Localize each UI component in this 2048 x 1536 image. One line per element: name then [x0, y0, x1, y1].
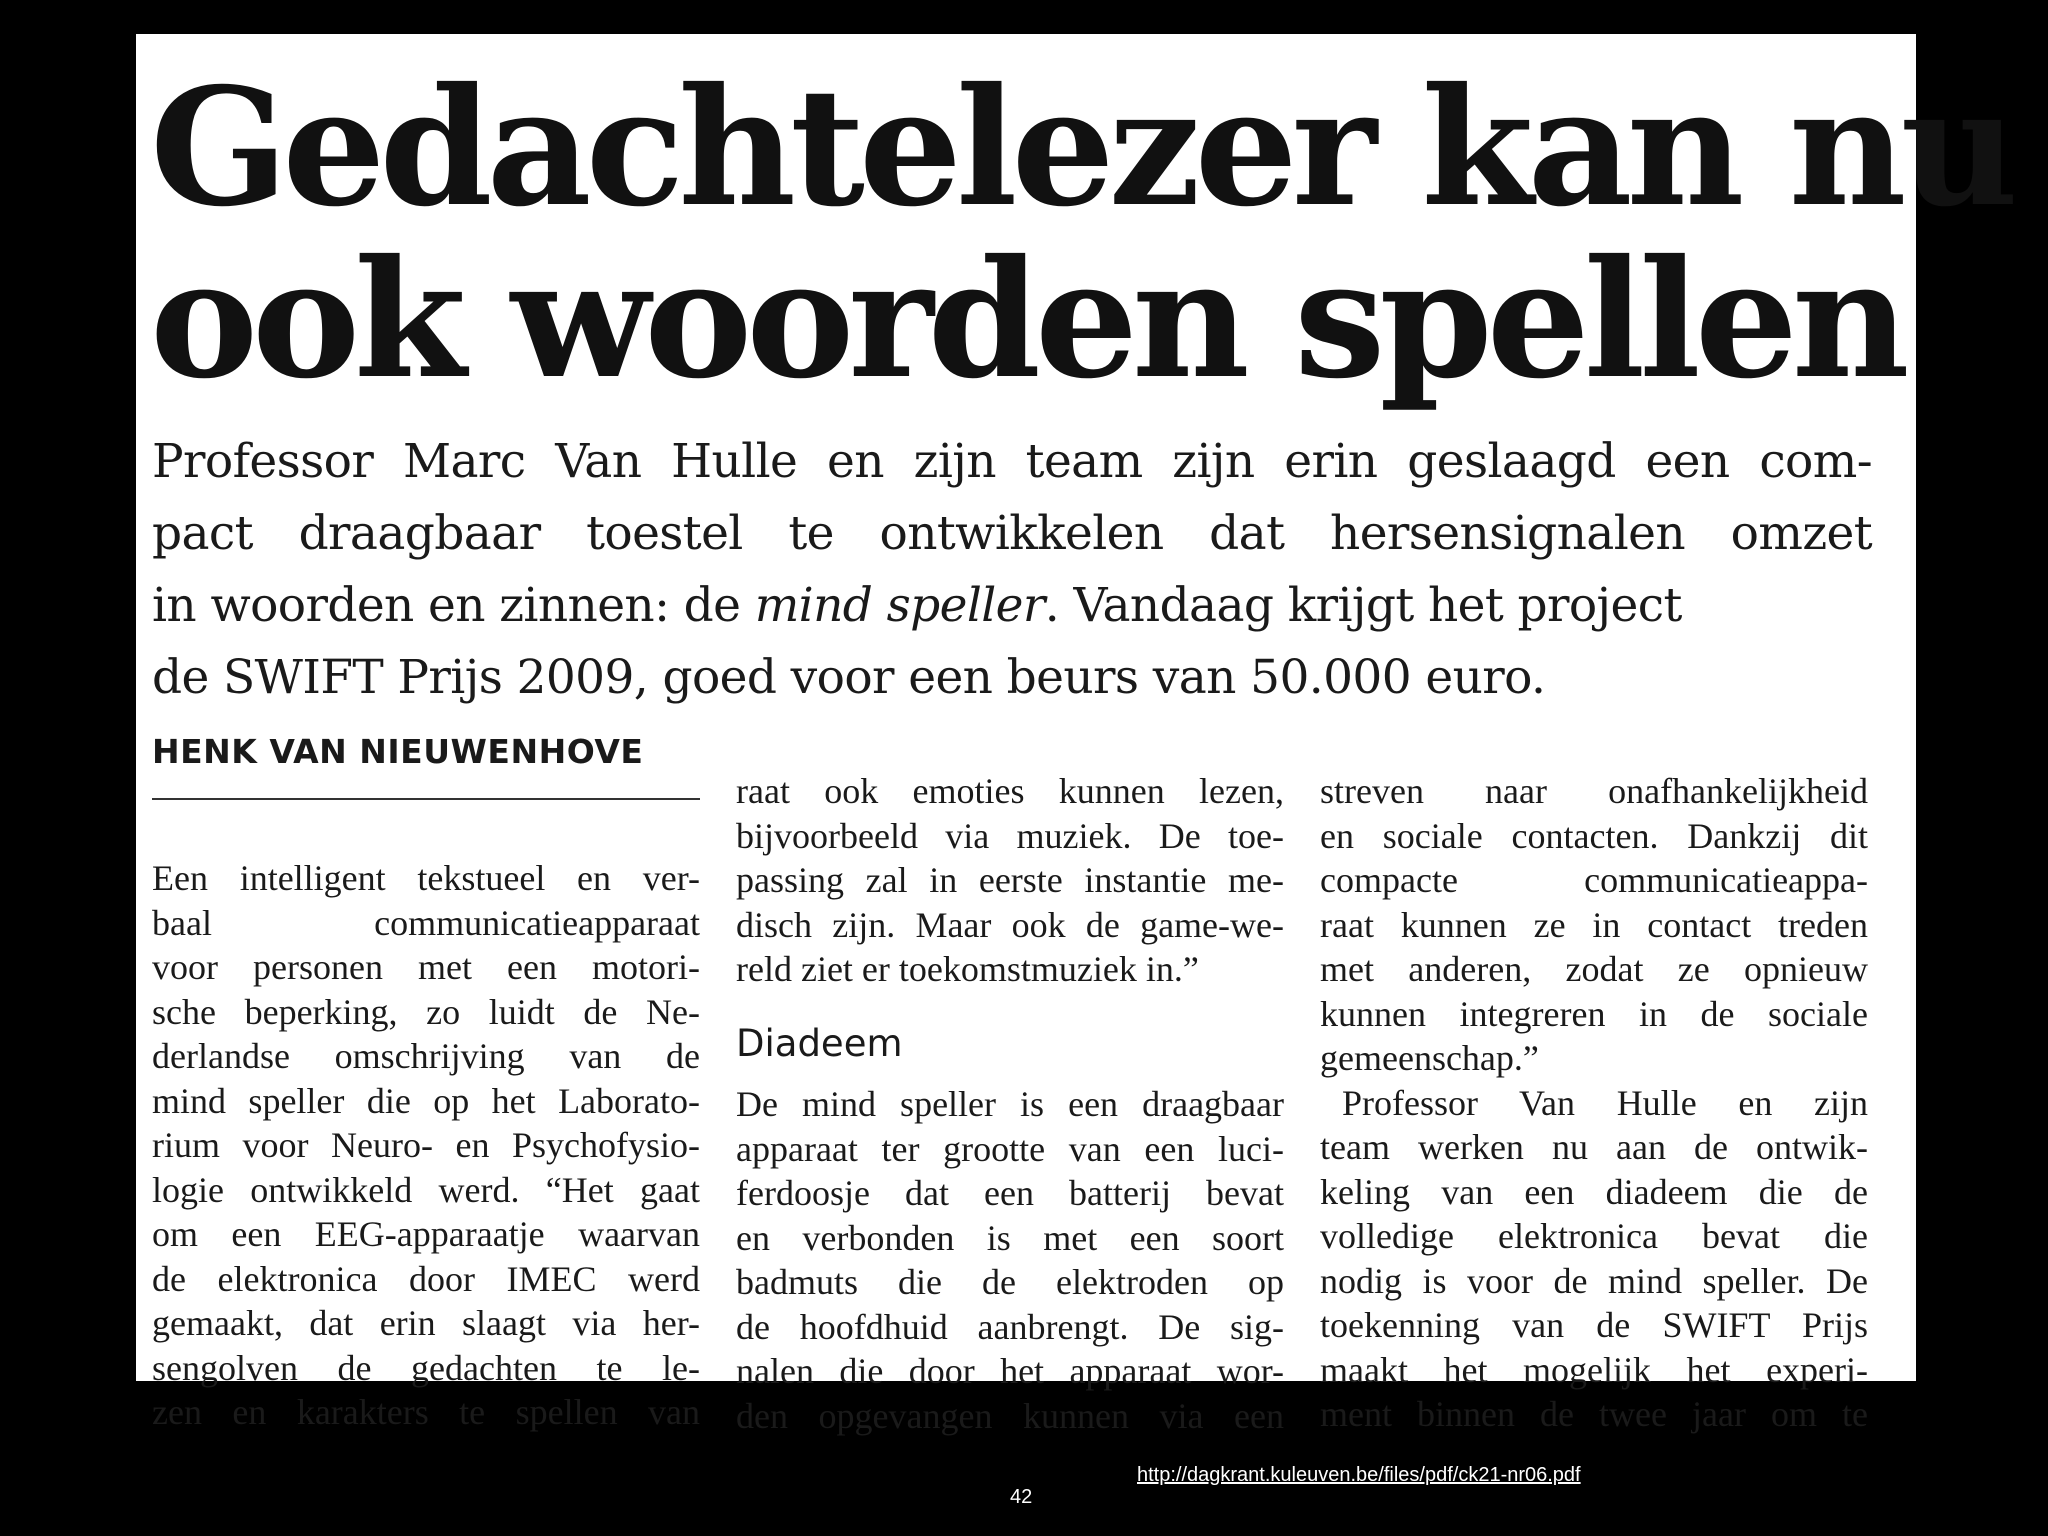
body-line: streven naar onafhankelijkheid: [1320, 771, 1868, 811]
body-line: voor personen met een motori-: [152, 947, 700, 987]
article-lead: [152, 426, 1872, 714]
body-line: apparaat ter grootte van een luci-: [736, 1128, 1284, 1169]
section-subhead: Diadeem: [736, 1022, 903, 1065]
body-line: volledige elektronica bevat die: [1320, 1216, 1868, 1256]
body-line: nodig is voor de mind speller. De: [1320, 1260, 1868, 1301]
body-line: met anderen, zodat ze opnieuw: [1320, 949, 1868, 989]
article-column-2: [736, 1082, 1284, 1438]
lead-line: pact draagbaar toestel te ontwikkelen dat hersensignalen omzet: [152, 506, 1872, 561]
body-line: nalen die door het apparaat wor-: [736, 1351, 1284, 1391]
body-line: logie ontwikkeld werd. “Het gaat: [152, 1169, 700, 1210]
body-line: raat ook emoties kunnen lezen,: [736, 771, 1284, 811]
lead-text: . Vandaag krijgt het project: [1044, 578, 1682, 633]
body-line: badmuts die de elektroden op: [736, 1262, 1284, 1302]
newspaper-clipping: [136, 34, 2013, 1436]
body-line: sengolven de gedachten te le-: [152, 1347, 700, 1388]
article-column-2-top: [736, 769, 1284, 992]
lead-line: Professor Marc Van Hulle en zijn team zijn erin geslaagd een com-: [152, 434, 1872, 489]
body-line: om een EEG-apparaatje waarvan: [152, 1214, 700, 1254]
lead-line: de SWIFT Prijs 2009, goed voor een beurs van 50.000 euro.: [152, 650, 1546, 705]
body-line: disch zijn. Maar ook de game-we-: [736, 904, 1284, 945]
body-line: reld ziet er toekomstmuziek in.”: [736, 949, 1199, 989]
body-line: compacte communicatieappa-: [1320, 860, 1868, 900]
body-line: de elektronica door IMEC werd: [152, 1258, 700, 1299]
body-line: Professor Van Hulle en zijn: [1342, 1082, 1868, 1123]
body-line: rium voor Neuro- en Psychofysio-: [152, 1125, 700, 1165]
headline-line: ook woorden spellen: [150, 225, 1904, 415]
source-link[interactable]: http://dagkrant.kuleuven.be/files/pdf/ck21-nr06.pdf: [1137, 1464, 1581, 1486]
byline-divider: [152, 798, 700, 800]
body-line: passing zal in eerste instantie me-: [736, 860, 1284, 900]
body-line: zen en karakters te spellen van: [152, 1392, 700, 1432]
body-line: gemeenschap.”: [1320, 1038, 1539, 1078]
body-line: sche beperking, zo luidt de Ne-: [152, 991, 700, 1032]
body-line: en verbonden is met een soort: [736, 1217, 1284, 1258]
body-line: derlandse omschrijving van de: [152, 1036, 700, 1076]
body-line: ferdoosje dat een batterij bevat: [736, 1173, 1284, 1213]
body-line: team werken nu aan de ontwik-: [1320, 1127, 1868, 1167]
body-line: keling van een diadeem die de: [1320, 1171, 1868, 1212]
body-line: kunnen integreren in de sociale: [1320, 993, 1868, 1034]
page-number: 42: [1010, 1486, 1033, 1508]
body-line: gemaakt, dat erin slaagt via her-: [152, 1303, 700, 1343]
body-line: den opgevangen kunnen via een: [736, 1395, 1284, 1436]
lead-text: in woorden en zinnen: de: [152, 578, 755, 633]
headline-line: Gedachtelezer kan nu: [150, 53, 2013, 243]
article-headline: [150, 53, 2013, 415]
article-column-1: [152, 856, 700, 1435]
body-line: toekenning van de SWIFT Prijs: [1320, 1305, 1868, 1345]
body-line: De mind speller is een draagbaar: [736, 1084, 1284, 1124]
body-line: mind speller die op het Laborato-: [152, 1080, 700, 1121]
body-line: ment binnen de twee jaar om te: [1320, 1394, 1868, 1434]
body-line: maakt het mogelijk het experi-: [1320, 1349, 1868, 1390]
body-line: baal communicatieapparaat: [152, 902, 700, 943]
body-line: en sociale contacten. Dankzij dit: [1320, 815, 1868, 856]
lead-emphasis: mind speller: [754, 578, 1045, 633]
body-line: de hoofdhuid aanbrengt. De sig-: [736, 1306, 1284, 1347]
body-line: bijvoorbeeld via muziek. De toe-: [736, 815, 1284, 856]
body-line: raat kunnen ze in contact treden: [1320, 904, 1868, 945]
article-column-3: [1320, 769, 1868, 1437]
body-line: Een intelligent tekstueel en ver-: [152, 858, 700, 898]
lead-line: [152, 570, 1872, 642]
article-byline: HENK VAN NIEUWENHOVE: [152, 732, 644, 771]
